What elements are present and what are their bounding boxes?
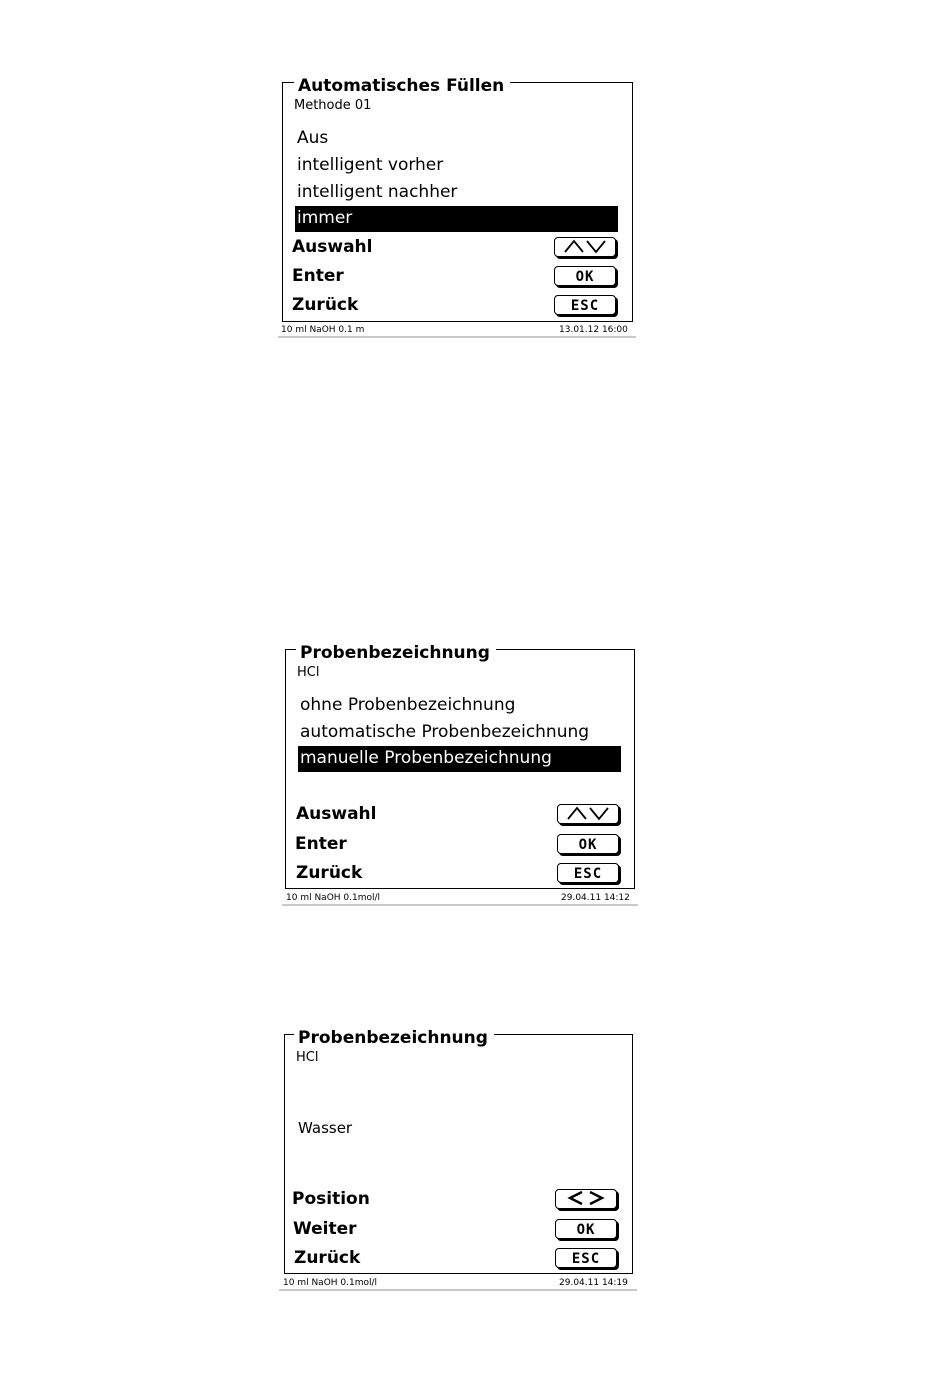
- key-label-zurueck: Zurück: [296, 863, 363, 883]
- status-left: 10 ml NaOH 0.1mol/l: [283, 1278, 378, 1288]
- key-label-weiter: Weiter: [293, 1219, 357, 1239]
- option-automatische-probenbezeichnung[interactable]: automatische Probenbezeichnung: [300, 722, 590, 742]
- esc-key[interactable]: ESC: [557, 863, 619, 883]
- method-subtitle: Methode 01: [294, 98, 372, 113]
- key-label-auswahl: Auswahl: [296, 804, 377, 824]
- key-label-enter: Enter: [295, 834, 347, 854]
- key-label-zurueck: Zurück: [292, 295, 359, 315]
- sample-name-value[interactable]: Wasser: [298, 1119, 353, 1137]
- esc-key[interactable]: ESC: [554, 295, 616, 315]
- option-manuelle-probenbezeichnung-selected[interactable]: manuelle Probenbezeichnung: [298, 746, 621, 772]
- status-right: 13.01.12 16:00: [559, 325, 628, 335]
- status-bar-line: [279, 1289, 637, 1291]
- key-label-auswahl: Auswahl: [292, 237, 373, 257]
- option-aus[interactable]: Aus: [297, 128, 329, 148]
- dialog-title: Probenbezeichnung: [294, 1028, 494, 1048]
- left-right-arrows-key[interactable]: [555, 1189, 617, 1209]
- ok-key[interactable]: OK: [557, 834, 619, 854]
- status-left: 10 ml NaOH 0.1mol/l: [286, 893, 381, 903]
- status-right: 29.04.11 14:12: [561, 893, 630, 903]
- status-right: 29.04.11 14:19: [559, 1278, 628, 1288]
- status-left: 10 ml NaOH 0.1 m: [281, 325, 365, 335]
- option-ohne-probenbezeichnung[interactable]: ohne Probenbezeichnung: [300, 695, 516, 715]
- ok-key[interactable]: OK: [555, 1219, 617, 1239]
- key-label-zurueck: Zurück: [294, 1248, 361, 1268]
- ok-key[interactable]: OK: [554, 266, 616, 286]
- sample-subtitle: HCl: [296, 1050, 319, 1065]
- option-intelligent-vorher[interactable]: intelligent vorher: [297, 155, 444, 175]
- dialog-title: Automatisches Füllen: [294, 76, 510, 96]
- esc-key[interactable]: ESC: [555, 1248, 617, 1268]
- option-immer-selected[interactable]: immer: [295, 206, 618, 232]
- left-right-arrows-icon: [562, 1190, 610, 1206]
- sample-subtitle: HCl: [297, 665, 320, 680]
- key-label-enter: Enter: [292, 266, 344, 286]
- dialog-title: Probenbezeichnung: [296, 643, 496, 663]
- key-label-position: Position: [292, 1189, 370, 1209]
- option-intelligent-nachher[interactable]: intelligent nachher: [297, 182, 458, 202]
